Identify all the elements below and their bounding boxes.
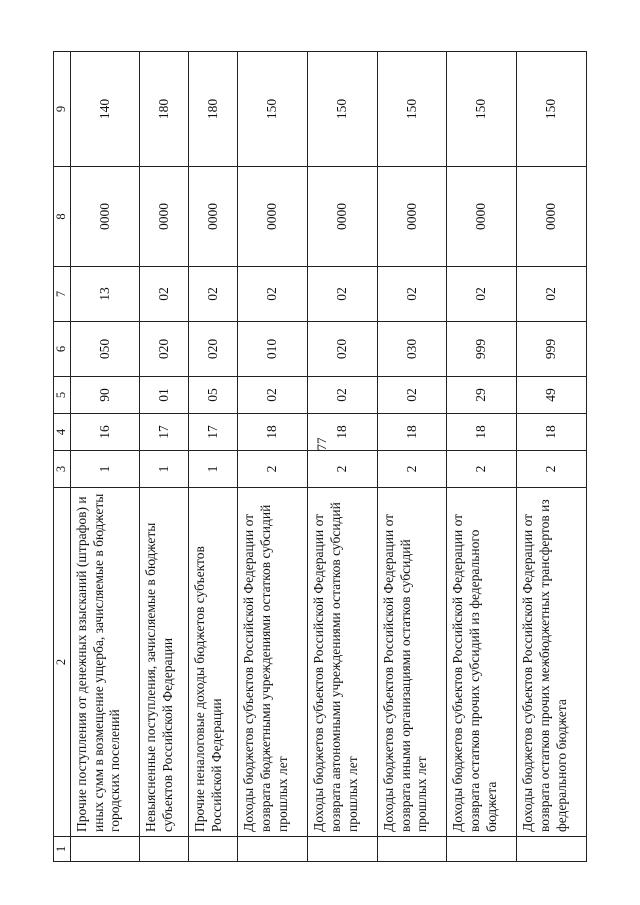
table-row [377,52,447,862]
code-cell: 2 [447,451,517,488]
code-cell: 02 [140,267,189,322]
code-cell: 0000 [140,167,189,267]
code-cell: 02 [308,267,378,322]
description-cell: Доходы бюджетов субъектов Российской Федерации от возврата бюджетными учреждениями остатков субсидий прошлых лет [238,488,308,837]
rotated-table-container [53,52,587,862]
description-cell: Доходы бюджетов субъектов Российской Федерации от возврата автономными учреждениями остатков субсидий прошлых лет [308,488,378,837]
column-header: 6 [54,322,71,377]
table-row [140,52,189,862]
code-cell: 18 [447,414,517,451]
code-cell: 0000 [377,167,447,267]
code-cell: 18 [238,414,308,451]
page-number: 77 [314,437,329,451]
code-cell: 150 [238,52,308,167]
column-header: 4 [54,414,71,451]
code-cell: 0000 [517,167,587,267]
code-cell: 18 [377,414,447,451]
code-cell: 29 [447,377,517,414]
code-cell: 020 [308,322,378,377]
code-cell: 02 [447,267,517,322]
description-cell: Доходы бюджетов субъектов Российской Федерации от возврата иными организациями остатков субсидий прошлых лет [377,488,447,837]
code-cell: 0000 [189,167,238,267]
column-header: 8 [54,167,71,267]
row-number-cell [140,837,189,862]
table-row [517,52,587,862]
row-number-cell [238,837,308,862]
table-row [189,52,238,862]
code-cell: 140 [70,52,140,167]
code-cell: 05 [189,377,238,414]
code-cell: 180 [189,52,238,167]
table-row [447,52,517,862]
code-cell: 13 [70,267,140,322]
column-header: 7 [54,267,71,322]
code-cell: 999 [517,322,587,377]
table-row [70,52,140,862]
code-cell: 1 [70,451,140,488]
code-cell: 02 [189,267,238,322]
code-cell: 0000 [447,167,517,267]
code-cell: 030 [377,322,447,377]
code-cell: 16 [70,414,140,451]
code-cell: 2 [377,451,447,488]
code-cell: 02 [238,377,308,414]
code-cell: 150 [517,52,587,167]
code-cell: 2 [238,451,308,488]
description-cell: Прочие поступления от денежных взысканий (штрафов) и иных сумм в возмещение ущерба, зачисляемые в бюджеты городских поселений [70,488,140,837]
table-header-row [54,52,71,862]
column-header: 9 [54,52,71,167]
table-row [238,52,308,862]
code-cell: 17 [140,414,189,451]
code-cell: 180 [140,52,189,167]
row-number-cell [447,837,517,862]
code-cell: 010 [238,322,308,377]
code-cell: 150 [447,52,517,167]
code-cell: 1 [189,451,238,488]
code-cell: 2 [517,451,587,488]
code-cell: 02 [517,267,587,322]
description-cell: Доходы бюджетов субъектов Российской Федерации от возврата остатков прочих межбюджетных трансфертов из федерального бюджета [517,488,587,837]
code-cell: 90 [70,377,140,414]
row-number-cell [189,837,238,862]
code-cell: 020 [140,322,189,377]
code-cell: 0000 [70,167,140,267]
code-cell: 49 [517,377,587,414]
column-header: 1 [54,837,71,862]
code-cell: 02 [377,267,447,322]
code-cell: 02 [238,267,308,322]
code-cell: 18 [308,414,378,451]
code-cell: 020 [189,322,238,377]
description-cell: Доходы бюджетов субъектов Российской Федерации от возврата остатков прочих субсидий из федерального бюджета [447,488,517,837]
code-cell: 050 [70,322,140,377]
row-number-cell [517,837,587,862]
table-row [308,52,378,862]
code-cell: 01 [140,377,189,414]
code-cell: 999 [447,322,517,377]
description-cell: Невыясненные поступления, зачисляемые в бюджеты субъектов Российской Федерации [140,488,189,837]
column-header: 5 [54,377,71,414]
revenue-codes-table [53,51,587,862]
code-cell: 17 [189,414,238,451]
code-cell: 2 [308,451,378,488]
code-cell: 150 [308,52,378,167]
row-number-cell [377,837,447,862]
description-cell: Прочие неналоговые доходы бюджетов субъектов Российской Федерации [189,488,238,837]
code-cell: 18 [517,414,587,451]
row-number-cell [308,837,378,862]
code-cell: 02 [377,377,447,414]
code-cell: 02 [308,377,378,414]
code-cell: 150 [377,52,447,167]
code-cell: 1 [140,451,189,488]
row-number-cell [70,837,140,862]
column-header: 3 [54,451,71,488]
code-cell: 0000 [238,167,308,267]
column-header: 2 [54,488,71,837]
code-cell: 0000 [308,167,378,267]
